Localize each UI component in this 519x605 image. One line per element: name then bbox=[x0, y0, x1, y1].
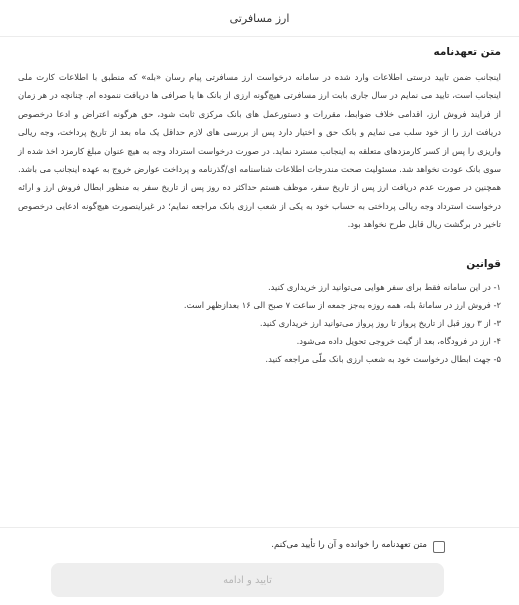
confirm-continue-button[interactable]: تایید و ادامه bbox=[51, 563, 444, 597]
consent-checkbox[interactable] bbox=[433, 541, 445, 553]
rule-item: ۴- ارز در فرودگاه، بعد از گیت خروجی تحویل داده می‌شود. bbox=[296, 336, 501, 347]
page-header bbox=[0, 0, 519, 37]
commitment-title: متن تعهدنامه bbox=[433, 46, 501, 58]
page-title: ارز مسافرتی bbox=[229, 11, 290, 25]
rules-list bbox=[18, 278, 501, 369]
consent-row bbox=[0, 539, 519, 555]
rule-item: ۱- در این سامانه فقط برای سفر هوایی می‌توانید ارز خریداری کنید. bbox=[268, 281, 501, 292]
rule-item: ۲- فروش ارز در سامانهٔ بله، همه روزه به‌جز جمعه از ساعت ۷ صبح الی ۱۶ بعدازظهر است. bbox=[183, 299, 501, 310]
rule-item: ۵- جهت ابطال درخواست خود به شعب ارزی بانک ملّی مراجعه کنید. bbox=[265, 354, 501, 365]
consent-label[interactable]: متن تعهدنامه را خوانده و آن را تأیید می‌کنم. bbox=[271, 540, 427, 550]
commitment-text: اینجانب ضمن تایید درستی اطلاعات وارد شده در سامانه درخواست ارز مسافرتی پیام رسان «بله» که منطبق با اطلاعات کارت ملی اینجانب است، تایید می نمایم در سال جاری بابت ارز مسافرتی هیچ‌گونه ارزی از بانک ها یا صرافی ها دریافت ننموده ام. چنانچه در هر زمان از فرایند فروش ارز، اقدامی خلاف ضوابط، مقررات و دستورعمل های بانک مرکزی ثابت شود، حق هرگونه اعتراض و ادعا درخصوص دریافت ارز را از خود سلب می نمایم و بانک حق و اختیار دارد پس از بررسی های لازم حداقل یک ماه بعد از تاریخ پرداخت، وجه ریالی واریزی را پس از کسر کارمزدهای متعلقه به اینجانب مسترد نماید. در صورت درخواست استرداد وجه به هیچ عنوان مبلغ کارمزد اخذ شده از سوی بانک عودت نخواهد شد. مسئولیت صحت مندرجات اطلاعات شناسنامه ای/گذرنامه و پرداخت عوارض خروج به عهده اینجانب می باشد. همچنین در صورت عدم دریافت ارز پس از تاریخ سفر، موظف هستم حداکثر ده روز پس از تاریخ سفر به منظور ابطال فروش ارز و ارائه درخواست استرداد وجه ریالی پرداختی به حساب خود به یکی از شعب ارزی بانک مراجعه نمایم؛ در غیراینصورت هیچ‌گونه ادعایی درخصوص تاخیر در برگشت ریال قابل طرح نخواهد بود. bbox=[18, 72, 501, 230]
rules-title: قوانین bbox=[466, 257, 501, 270]
footer-divider bbox=[0, 527, 519, 528]
rule-item: ۳- از ۳ روز قبل از تاریخ پرواز تا روز پرواز می‌توانید ارز خریداری کنید. bbox=[259, 318, 501, 329]
content-area bbox=[18, 40, 501, 369]
